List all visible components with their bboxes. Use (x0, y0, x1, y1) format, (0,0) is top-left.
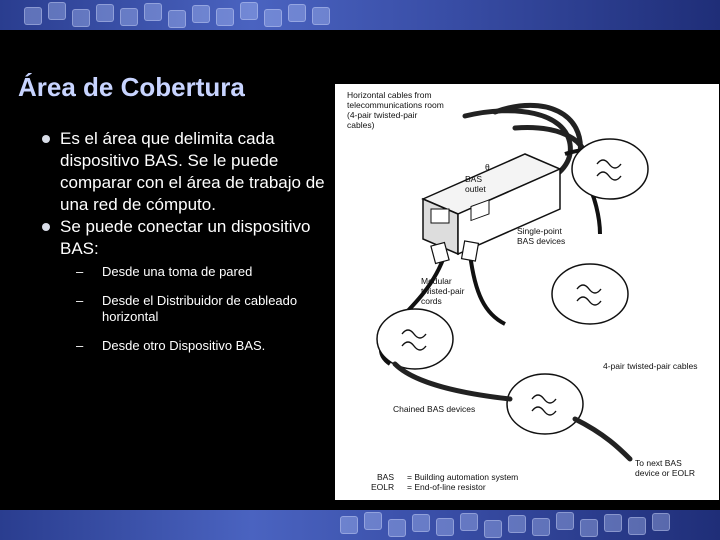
decorative-chip (288, 4, 306, 22)
decorative-chip (48, 2, 66, 20)
bullet-item: Se puede conectar un dispositivo BAS: (42, 216, 342, 260)
chained-devices-label: Chained BAS devices (393, 404, 476, 414)
decorative-chip (460, 513, 478, 531)
bullet-item: Es el área que delimita cada dispositivo BAS. Se le puede comparar con el área de trabajo de una red de cómputo. (42, 128, 342, 216)
modular-cords-label: cords (421, 296, 442, 306)
sub-bullet-list (76, 264, 336, 367)
decorative-chip (192, 5, 210, 23)
horizontal-cables-label: Horizontal cables from (347, 90, 432, 100)
decorative-chip (312, 7, 330, 25)
legend-value: = End-of-line resistor (407, 482, 486, 492)
horizontal-cables-label: cables) (347, 120, 375, 130)
single-point-label: BAS devices (517, 236, 566, 246)
decorative-chip (388, 519, 406, 537)
bas-coverage-diagram (335, 84, 719, 500)
sub-bullet-item: – Desde otro Dispositivo BAS. (76, 338, 336, 354)
horizontal-cables-label: telecommunications room (347, 100, 444, 110)
horizontal-cables-label: (4-pair twisted-pair (347, 110, 418, 120)
decorative-chip (484, 520, 502, 538)
top-decorative-band (0, 0, 720, 30)
slide-title: Área de Cobertura (18, 72, 245, 102)
outlet-label: outlet (465, 184, 486, 194)
decorative-chip (364, 512, 382, 530)
decorative-chip (96, 4, 114, 22)
decorative-chip (412, 514, 430, 532)
decorative-chip (556, 512, 574, 530)
modular-cords-label: twisted-pair (421, 286, 465, 296)
decorative-chip (580, 519, 598, 537)
decorative-chip (264, 9, 282, 27)
outlet-label: BAS (465, 174, 483, 184)
next-device-label: device or EOLR (635, 468, 695, 478)
sub-bullet-item: – Desde el Distribuidor de cableado horizontal (76, 293, 336, 325)
single-point-label: Single-point (517, 226, 562, 236)
legend-value: = Building automation system (407, 472, 519, 482)
decorative-chip (144, 3, 162, 21)
decorative-chip (508, 515, 526, 533)
outlet-symbol: θ (485, 162, 490, 172)
legend-key: EOLR (371, 482, 395, 492)
sub-bullet-item: – Desde una toma de pared (76, 264, 336, 280)
decorative-chip (240, 2, 258, 20)
decorative-chip (120, 8, 138, 26)
decorative-chip (628, 517, 646, 535)
decorative-chip (340, 516, 358, 534)
bullet-list (42, 128, 342, 260)
decorative-chip (168, 10, 186, 28)
decorative-chip (652, 513, 670, 531)
bottom-decorative-band (0, 510, 720, 540)
decorative-chip (216, 8, 234, 26)
legend-key: BAS (377, 472, 395, 482)
decorative-chip (604, 514, 622, 532)
four-pair-label: 4-pair twisted-pair cables (603, 361, 698, 371)
decorative-chip (72, 9, 90, 27)
decorative-chip (532, 518, 550, 536)
modular-cords-label: Modular (421, 276, 452, 286)
decorative-chip (24, 7, 42, 25)
next-device-label: To next BAS (635, 458, 682, 468)
decorative-chip (436, 518, 454, 536)
diagram-svg (335, 84, 719, 500)
